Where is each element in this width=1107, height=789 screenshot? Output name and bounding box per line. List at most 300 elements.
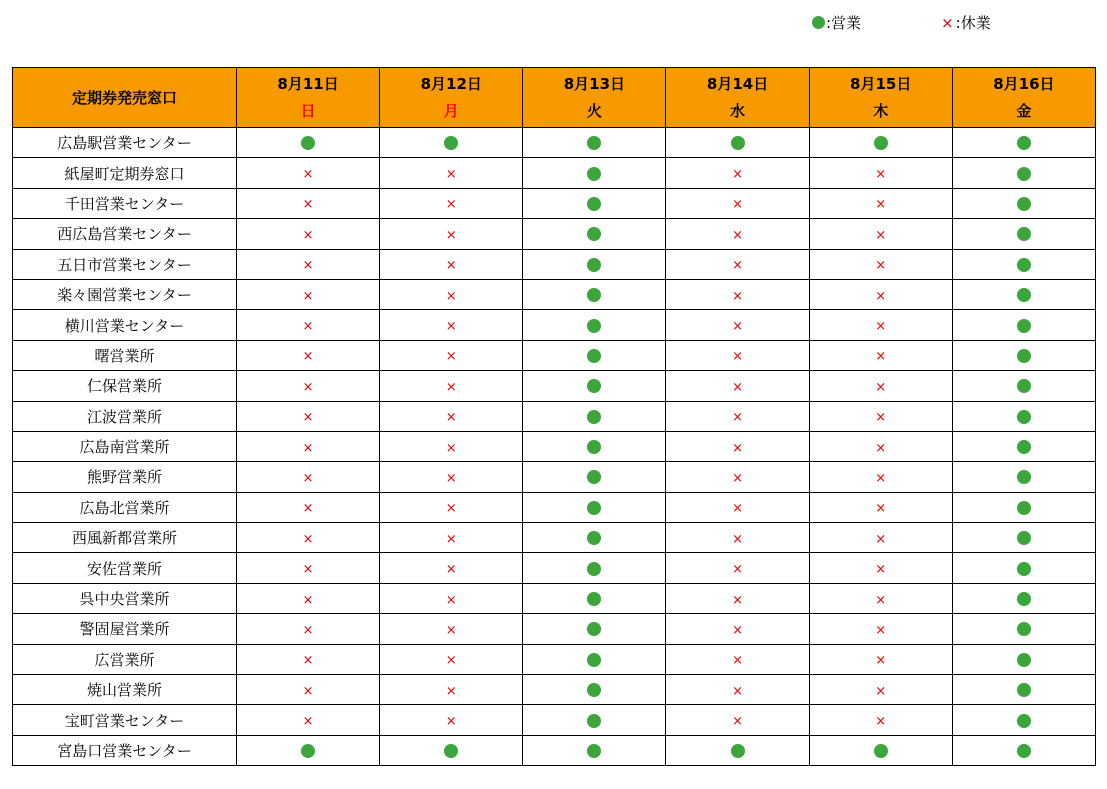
open-dot-icon [587, 592, 601, 606]
status-cell [666, 219, 809, 249]
open-dot-icon [1017, 349, 1031, 363]
status-cell [952, 553, 1095, 583]
closed-cross-icon: × [445, 440, 457, 456]
closed-cross-icon: × [445, 379, 457, 395]
closed-cross-icon: × [875, 258, 887, 274]
status-cell [237, 644, 380, 674]
day-of-week: 木 [873, 102, 889, 120]
closed-cross-icon: × [732, 440, 743, 456]
day-header [237, 68, 380, 128]
open-dot-icon [444, 136, 458, 150]
status-cell [666, 401, 809, 431]
status-cell [523, 310, 666, 340]
open-dot-icon [1017, 227, 1031, 241]
open-dot-icon [587, 258, 601, 272]
status-cell [809, 310, 952, 340]
closed-cross-icon: × [732, 592, 743, 608]
closed-cross-icon: × [445, 562, 457, 578]
closed-cross-icon: × [302, 410, 314, 426]
open-dot-icon [1017, 592, 1031, 606]
open-dot-icon [587, 379, 601, 393]
closed-cross-icon: × [875, 714, 887, 730]
status-cell [666, 705, 809, 735]
closed-cross-icon: × [732, 714, 743, 730]
status-cell [952, 462, 1095, 492]
status-cell [809, 644, 952, 674]
status-cell [380, 431, 523, 461]
closed-cross-icon: × [875, 653, 887, 669]
status-cell [523, 158, 666, 188]
status-cell [666, 340, 809, 370]
status-cell [523, 675, 666, 705]
status-cell [666, 553, 809, 583]
status-cell [237, 310, 380, 340]
status-cell [809, 462, 952, 492]
closed-cross-icon: × [875, 410, 887, 426]
open-dot-icon [587, 167, 601, 181]
table-row [13, 371, 1096, 401]
open-dot-icon [587, 319, 601, 333]
table-row [13, 279, 1096, 309]
closed-cross-icon: × [875, 683, 887, 699]
status-cell [666, 492, 809, 522]
closed-cross-icon: × [445, 592, 457, 608]
status-cell [952, 614, 1095, 644]
status-cell [666, 583, 809, 613]
closed-cross-icon: × [732, 531, 743, 547]
status-cell [952, 401, 1095, 431]
closed-cross-icon: × [302, 622, 314, 638]
closed-cross-icon: × [445, 167, 457, 183]
closed-cross-icon: × [875, 592, 887, 608]
status-cell [237, 583, 380, 613]
status-cell [380, 583, 523, 613]
status-cell [380, 279, 523, 309]
closed-cross-icon: × [445, 410, 457, 426]
legend-closed [941, 12, 991, 33]
status-cell [666, 279, 809, 309]
status-cell [380, 401, 523, 431]
day-date: 8月12日 [420, 75, 482, 93]
closed-cross-icon: × [445, 653, 457, 669]
status-cell [523, 249, 666, 279]
closed-cross-icon: × [875, 319, 887, 335]
status-cell [809, 128, 952, 158]
status-cell [809, 705, 952, 735]
corner-header: 定期券発売窓口 [13, 68, 237, 128]
office-name: 西広島営業センター [13, 219, 237, 249]
status-cell [237, 675, 380, 705]
closed-cross-icon: × [732, 227, 743, 243]
header-row [13, 68, 1096, 128]
day-of-week: 金 [1016, 102, 1032, 120]
status-cell [952, 371, 1095, 401]
status-cell [237, 401, 380, 431]
closed-cross-icon: × [302, 592, 314, 608]
closed-cross-icon: × [875, 562, 887, 578]
open-dot-icon [1017, 470, 1031, 484]
status-cell [237, 614, 380, 644]
table-row [13, 553, 1096, 583]
status-cell [523, 583, 666, 613]
status-cell [952, 310, 1095, 340]
status-cell [666, 310, 809, 340]
status-cell [809, 431, 952, 461]
open-dot-icon [1017, 714, 1031, 728]
status-cell [523, 279, 666, 309]
status-cell [809, 340, 952, 370]
table-row [13, 249, 1096, 279]
open-dot-icon [587, 410, 601, 424]
legend-open-label: :営業 [826, 14, 862, 32]
closed-cross-icon: × [302, 470, 314, 486]
status-cell [237, 705, 380, 735]
status-cell [952, 675, 1095, 705]
status-cell [523, 644, 666, 674]
closed-cross-icon: × [302, 440, 314, 456]
table-row [13, 219, 1096, 249]
status-cell [809, 523, 952, 553]
closed-cross-icon: × [445, 349, 457, 365]
closed-cross-icon: × [445, 531, 457, 547]
closed-cross-icon: × [302, 683, 314, 699]
closed-cross-icon: × [732, 622, 743, 638]
open-dot-icon [1017, 136, 1031, 150]
open-dot-icon [587, 197, 601, 211]
open-dot-icon [587, 683, 601, 697]
open-dot-icon [587, 440, 601, 454]
status-cell [952, 523, 1095, 553]
status-cell [666, 614, 809, 644]
closed-cross-icon: × [445, 683, 457, 699]
open-dot-icon [587, 501, 601, 515]
status-cell [809, 371, 952, 401]
open-dot-icon [587, 288, 601, 302]
status-cell [666, 644, 809, 674]
status-cell [952, 188, 1095, 218]
office-name: 仁保営業所 [13, 371, 237, 401]
closed-cross-icon: × [445, 288, 457, 304]
closed-cross-icon: × [875, 501, 887, 517]
status-cell [952, 492, 1095, 522]
status-cell [523, 614, 666, 644]
status-cell [666, 431, 809, 461]
table-row [13, 735, 1096, 765]
table-row [13, 492, 1096, 522]
closed-cross-icon: × [302, 167, 314, 183]
status-cell [809, 492, 952, 522]
closed-cross-icon: × [302, 531, 314, 547]
table-row [13, 431, 1096, 461]
closed-cross-icon: × [302, 197, 314, 213]
status-cell [237, 128, 380, 158]
status-cell [380, 219, 523, 249]
status-cell [380, 249, 523, 279]
office-name: 横川営業センター [13, 310, 237, 340]
status-cell [237, 188, 380, 218]
closed-cross-icon: × [302, 379, 314, 395]
table-row [13, 158, 1096, 188]
status-cell [237, 553, 380, 583]
status-cell [666, 523, 809, 553]
open-dot-icon [587, 562, 601, 576]
closed-cross-icon: × [445, 622, 457, 638]
office-name: 警固屋営業所 [13, 614, 237, 644]
closed-cross-icon: × [302, 653, 314, 669]
open-dot-icon [587, 714, 601, 728]
open-dot-icon [587, 227, 601, 241]
status-cell [523, 462, 666, 492]
day-header [952, 68, 1095, 128]
closed-cross-icon: × [302, 349, 314, 365]
day-date: 8月15日 [850, 75, 912, 93]
open-dot-icon [731, 744, 745, 758]
office-name: 江波営業所 [13, 401, 237, 431]
open-dot-icon [1017, 167, 1031, 181]
status-cell [380, 675, 523, 705]
open-dot-icon [587, 136, 601, 150]
office-name: 西風新都営業所 [13, 523, 237, 553]
day-date: 8月14日 [706, 75, 769, 93]
status-cell [523, 188, 666, 218]
status-cell [809, 401, 952, 431]
status-cell [952, 128, 1095, 158]
closed-cross-icon: × [302, 288, 314, 304]
closed-cross-icon: × [875, 349, 887, 365]
status-cell [952, 735, 1095, 765]
table-row [13, 644, 1096, 674]
status-cell [237, 523, 380, 553]
closed-cross-icon: × [732, 319, 743, 335]
open-dot-icon [874, 136, 888, 150]
status-cell [666, 675, 809, 705]
status-cell [952, 158, 1095, 188]
closed-cross-icon: × [875, 288, 887, 304]
table-row [13, 583, 1096, 613]
closed-cross-icon: × [732, 258, 743, 274]
office-name: 呉中央営業所 [13, 583, 237, 613]
open-dot-icon [1017, 258, 1031, 272]
status-cell [809, 614, 952, 644]
legend-open [812, 12, 861, 33]
status-cell [666, 249, 809, 279]
status-cell [380, 371, 523, 401]
status-cell [666, 158, 809, 188]
closed-cross-icon: × [302, 562, 314, 578]
status-cell [523, 340, 666, 370]
status-cell [380, 553, 523, 583]
day-of-week: 日 [300, 102, 316, 120]
status-cell [809, 188, 952, 218]
open-dot-icon [1017, 744, 1031, 758]
status-cell [666, 371, 809, 401]
table-row [13, 675, 1096, 705]
status-cell [809, 279, 952, 309]
closed-cross-icon: × [732, 683, 743, 699]
status-cell [666, 188, 809, 218]
status-cell [809, 158, 952, 188]
open-dot-icon [587, 622, 601, 636]
office-name: 広島北営業所 [13, 492, 237, 522]
open-dot-icon [587, 531, 601, 545]
office-name: 曙営業所 [13, 340, 237, 370]
closed-cross-icon: × [875, 470, 887, 486]
status-cell [237, 340, 380, 370]
status-cell [380, 644, 523, 674]
open-dot-icon [444, 744, 458, 758]
schedule-body [13, 128, 1096, 766]
status-cell [952, 705, 1095, 735]
status-cell [809, 735, 952, 765]
status-cell [809, 553, 952, 583]
status-cell [952, 644, 1095, 674]
status-cell [523, 401, 666, 431]
closed-cross-icon: × [445, 470, 457, 486]
closed-cross-icon: × [732, 167, 743, 183]
day-date: 8月13日 [563, 75, 626, 93]
status-cell [666, 128, 809, 158]
open-dot-icon [587, 470, 601, 484]
status-cell [523, 431, 666, 461]
closed-cross-icon: × [875, 440, 887, 456]
status-cell [952, 340, 1095, 370]
closed-cross-icon: × [732, 410, 743, 426]
open-dot-icon [731, 136, 745, 150]
status-cell [380, 128, 523, 158]
office-name: 千田営業センター [13, 188, 237, 218]
office-name: 広島南営業所 [13, 431, 237, 461]
open-dot-icon [874, 744, 888, 758]
closed-cross-icon: × [732, 288, 743, 304]
status-cell [380, 462, 523, 492]
table-row [13, 462, 1096, 492]
closed-cross-icon: × [875, 531, 887, 547]
office-name: 熊野営業所 [13, 462, 237, 492]
status-cell [237, 158, 380, 188]
status-cell [952, 219, 1095, 249]
open-dot-icon [1017, 683, 1031, 697]
status-cell [237, 735, 380, 765]
open-dot-icon [587, 349, 601, 363]
closed-cross-icon: × [302, 258, 314, 274]
status-cell [952, 583, 1095, 613]
open-dot-icon [587, 744, 601, 758]
status-cell [380, 188, 523, 218]
status-cell [523, 523, 666, 553]
table-row [13, 188, 1096, 218]
status-cell [666, 735, 809, 765]
closed-cross-icon: × [302, 501, 314, 517]
day-of-week: 月 [443, 102, 459, 120]
status-cell [523, 705, 666, 735]
table-row [13, 401, 1096, 431]
office-name: 宮島口営業センター [13, 735, 237, 765]
table-row [13, 310, 1096, 340]
status-cell [380, 735, 523, 765]
status-cell [952, 279, 1095, 309]
status-cell [809, 249, 952, 279]
closed-cross-icon: × [941, 13, 954, 32]
open-dot-icon [1017, 531, 1031, 545]
closed-cross-icon: × [302, 227, 314, 243]
open-dot-icon [1017, 379, 1031, 393]
closed-cross-icon: × [445, 319, 457, 335]
office-name: 五日市営業センター [13, 249, 237, 279]
office-name: 楽々園営業センター [13, 279, 237, 309]
closed-cross-icon: × [445, 227, 457, 243]
status-cell [237, 371, 380, 401]
status-cell [809, 583, 952, 613]
status-cell [237, 219, 380, 249]
status-cell [523, 219, 666, 249]
closed-cross-icon: × [875, 622, 887, 638]
status-cell [237, 249, 380, 279]
table-row [13, 128, 1096, 158]
office-name: 紙屋町定期券窓口 [13, 158, 237, 188]
status-cell [237, 279, 380, 309]
closed-cross-icon: × [875, 227, 887, 243]
day-header [666, 68, 809, 128]
day-header [809, 68, 952, 128]
day-header [523, 68, 666, 128]
open-dot-icon [1017, 410, 1031, 424]
closed-cross-icon: × [445, 714, 457, 730]
status-cell [380, 340, 523, 370]
open-dot-icon [1017, 622, 1031, 636]
office-name: 広島駅営業センター [13, 128, 237, 158]
office-name: 宝町営業センター [13, 705, 237, 735]
office-name: 焼山営業所 [13, 675, 237, 705]
status-cell [380, 523, 523, 553]
status-cell [952, 431, 1095, 461]
open-dot-icon [1017, 440, 1031, 454]
table-row [13, 705, 1096, 735]
closed-cross-icon: × [732, 379, 743, 395]
closed-cross-icon: × [445, 258, 457, 274]
closed-cross-icon: × [875, 379, 887, 395]
legend-closed-label: :休業 [955, 14, 991, 32]
status-cell [523, 128, 666, 158]
status-cell [380, 614, 523, 644]
status-cell [952, 249, 1095, 279]
closed-cross-icon: × [732, 562, 743, 578]
status-cell [523, 371, 666, 401]
closed-cross-icon: × [875, 197, 887, 213]
status-cell [666, 462, 809, 492]
schedule-table [12, 67, 1096, 766]
day-date: 8月16日 [993, 75, 1055, 93]
closed-cross-icon: × [302, 714, 314, 730]
open-dot-icon [1017, 288, 1031, 302]
status-cell [380, 310, 523, 340]
day-date: 8月11日 [277, 75, 339, 93]
open-dot-icon [812, 16, 825, 29]
closed-cross-icon: × [445, 501, 457, 517]
closed-cross-icon: × [732, 349, 743, 365]
table-row [13, 340, 1096, 370]
open-dot-icon [301, 136, 315, 150]
closed-cross-icon: × [302, 319, 314, 335]
office-name: 広営業所 [13, 644, 237, 674]
closed-cross-icon: × [732, 470, 743, 486]
day-header [380, 68, 523, 128]
status-cell [523, 492, 666, 522]
open-dot-icon [1017, 197, 1031, 211]
status-cell [809, 675, 952, 705]
status-cell [523, 553, 666, 583]
closed-cross-icon: × [875, 167, 887, 183]
closed-cross-icon: × [732, 653, 743, 669]
